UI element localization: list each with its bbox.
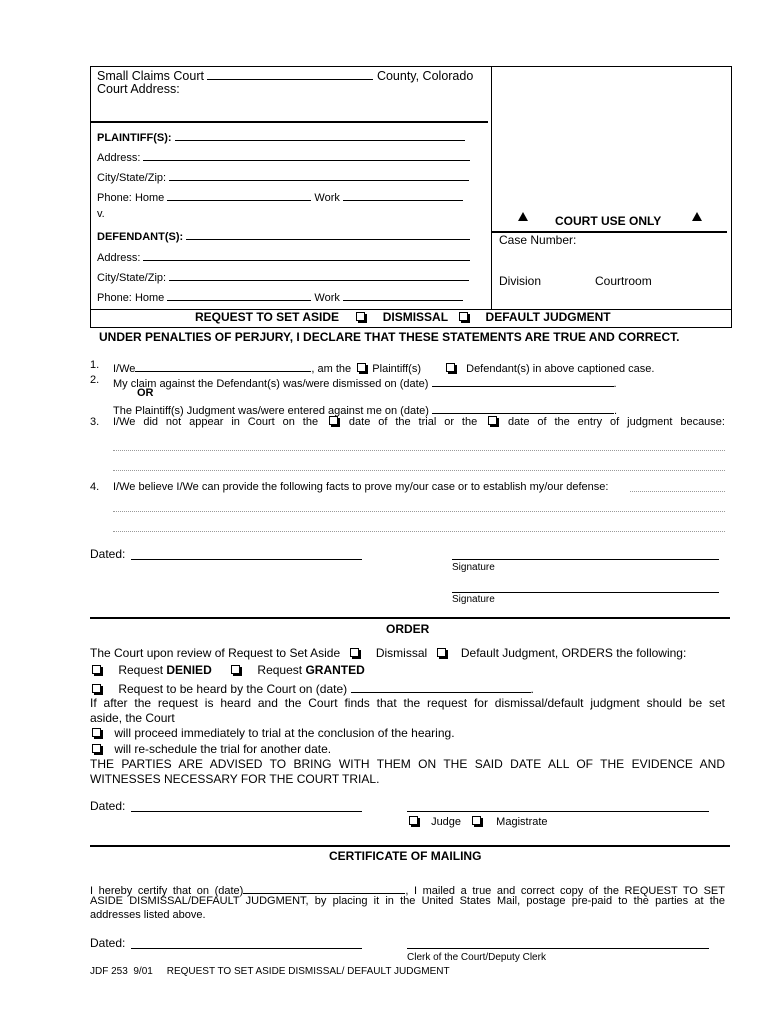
clerk-signature-line[interactable] [407, 948, 709, 949]
plaintiff-home-label: Home [134, 192, 165, 204]
dated-label-1: Dated: [90, 547, 126, 561]
plaintiff-address-line [97, 148, 470, 164]
reason-line-2[interactable] [113, 470, 725, 471]
defendant-phone-label: Phone: [97, 292, 132, 304]
order-if-after: If after the request is heard and the Court finds that the request for dismissal/default judgment should be set [90, 696, 725, 710]
dismissal-title-checkbox[interactable] [356, 312, 365, 321]
order-divider [90, 617, 730, 619]
defendant-home-phone-field[interactable] [167, 288, 311, 301]
form-title [195, 310, 611, 324]
order-dismissal-checkbox[interactable] [437, 648, 446, 657]
item-1-we: I/We [113, 363, 136, 375]
form-title-part1: REQUEST TO SET ASIDE [195, 310, 340, 324]
defendant-address-label: Address: [97, 252, 141, 264]
item-2-or: OR [137, 387, 154, 399]
mailing-date-field[interactable] [243, 881, 405, 894]
county-suffix: County, Colorado [376, 69, 474, 83]
granted-prefix: Request [257, 663, 303, 677]
plaintiff-address-field[interactable] [143, 148, 470, 161]
facts-line-3[interactable] [113, 531, 725, 532]
item-2-number: 2. [90, 374, 100, 386]
defendant-line [97, 227, 470, 243]
heard-date-field[interactable] [351, 680, 531, 693]
defendant-checkbox[interactable] [446, 363, 455, 372]
item-2-text: My claim against the Defendant(s) was/were dismissed on (date) [113, 378, 429, 390]
defendant-address-line [97, 248, 470, 264]
court-use-only-label: COURT USE ONLY [555, 214, 662, 228]
triangle-left-icon [518, 212, 528, 221]
heard-checkbox[interactable] [92, 684, 101, 693]
item-3 [113, 416, 725, 428]
order-heading: ORDER [386, 622, 430, 636]
plaintiff-phone-line [97, 188, 463, 204]
item-1-am-the: , am the [311, 363, 352, 375]
judge-label: Judge [431, 816, 462, 828]
proceed-text: will proceed immediately to trial at the conclusion of the hearing. [114, 726, 455, 740]
defendant-city-label: City/State/Zip: [97, 272, 167, 284]
defendant-work-label: Work [314, 292, 340, 304]
default-judgment-title-checkbox[interactable] [459, 312, 468, 321]
plaintiff-label: PLAINTIFF(S): [97, 132, 172, 144]
signature-line-2[interactable] [452, 592, 719, 593]
item-1-name-field[interactable] [135, 359, 311, 372]
certificate-line-2: ASIDE DISMISSAL/DEFAULT JUDGMENT, by placing it in the United States Mail, postage pre-paid to the parties at the [90, 895, 725, 907]
caption-divider-address [90, 121, 488, 123]
plaintiff-city-label: City/State/Zip: [97, 172, 167, 184]
defendant-city-field[interactable] [169, 268, 469, 281]
signature-label-2: Signature [452, 594, 495, 605]
facts-line-2[interactable] [113, 511, 725, 512]
certificate-line-1-a: I hereby certify that on (date) [90, 885, 244, 897]
order-aside: aside, the Court [90, 711, 175, 725]
reschedule-text: will re-schedule the trial for another date. [114, 742, 332, 756]
magistrate-checkbox[interactable] [472, 816, 481, 825]
item-2b: The Plaintiff(s) Judgment was/were entered against me on (date) . [113, 401, 617, 417]
judgment-date-field[interactable] [432, 401, 614, 414]
court-address-label: Court Address: [97, 82, 180, 96]
defendant-label: DEFENDANT(S): [97, 231, 184, 243]
courtroom-label: Courtroom [595, 274, 652, 288]
order-advised-1: THE PARTIES ARE ADVISED TO BRING WITH THEM ON THE SAID DATE ALL OF THE EVIDENCE AND [90, 757, 725, 771]
form-title-part2: DISMISSAL [382, 310, 448, 324]
dismissal-date-field[interactable] [432, 374, 614, 387]
item-1-defendant: Defendant(s) in above captioned case. [466, 363, 655, 375]
plaintiff-field[interactable] [175, 128, 465, 141]
court-prefix: Small Claims Court [97, 69, 204, 83]
order-set-aside-checkbox[interactable] [350, 648, 359, 657]
magistrate-label: Magistrate [496, 816, 548, 828]
judge-checkbox[interactable] [409, 816, 418, 825]
item-3-a: I/We did not appear in Court on the [113, 416, 319, 428]
plaintiff-city-field[interactable] [169, 168, 469, 181]
signature-label-1: Signature [452, 562, 495, 573]
item-2: My claim against the Defendant(s) was/were dismissed on (date) . [113, 374, 617, 390]
plaintiff-phone-label: Phone: [97, 192, 132, 204]
granted-label: GRANTED [305, 663, 365, 677]
defendant-city-line [97, 268, 469, 284]
order-denied-granted [90, 663, 365, 677]
signature-line-1[interactable] [452, 559, 719, 560]
certificate-line-3: addresses listed above. [90, 909, 206, 921]
dated-label-2: Dated: [90, 799, 126, 813]
defendant-home-label: Home [134, 292, 165, 304]
item-4-number: 4. [90, 481, 100, 493]
plaintiff-home-phone-field[interactable] [167, 188, 311, 201]
order-advised-2: WITNESSES NECESSARY FOR THE COURT TRIAL. [90, 772, 380, 786]
reason-line-1[interactable] [113, 450, 725, 451]
form-title-part3: DEFAULT JUDGMENT [485, 310, 611, 324]
plaintiff-work-phone-field[interactable] [343, 188, 463, 201]
certificate-line-1-b: , I mailed a true and correct copy of the REQUEST TO SET [405, 885, 725, 897]
plaintiff-city-line [97, 168, 469, 184]
item-2b-text: The Plaintiff(s) Judgment was/were entered against me on (date) [113, 405, 429, 417]
item-3-c: date of the entry of judgment because: [508, 416, 725, 428]
footer-form-id: JDF 253 [90, 966, 128, 977]
order-line-1-c: Default Judgment, ORDERS the following: [460, 646, 687, 660]
item-1-number: 1. [90, 359, 100, 371]
plaintiff-address-label: Address: [97, 152, 141, 164]
item-1-plaintiff: Plaintiff(s) [372, 363, 421, 375]
footer [90, 966, 450, 977]
dated-label-3: Dated: [90, 936, 126, 950]
granted-checkbox[interactable] [231, 665, 240, 674]
caption-divider-vertical [491, 66, 492, 309]
item-3-b: date of the trial or the [348, 416, 478, 428]
dated-field-3[interactable] [131, 948, 362, 949]
county-field[interactable] [207, 67, 373, 80]
judge-signature-line[interactable] [407, 811, 709, 812]
proceed-checkbox[interactable] [92, 728, 101, 737]
division-label: Division [499, 274, 542, 288]
entry-date-checkbox[interactable] [488, 416, 497, 425]
defendant-field[interactable] [186, 227, 470, 240]
item-3-number: 3. [90, 416, 100, 428]
certificate-heading: CERTIFICATE OF MAILING [329, 849, 482, 863]
order-line-1-a: The Court upon review of Request to Set Aside [90, 646, 341, 660]
item-4-text: I/We believe I/We can provide the following facts to prove my/our case or to establish my/our defense: [113, 481, 609, 493]
clerk-label: Clerk of the Court/Deputy Clerk [407, 952, 546, 963]
order-line-1 [90, 646, 686, 660]
item-1 [113, 359, 654, 375]
defendant-work-phone-field[interactable] [343, 288, 463, 301]
triangle-right-icon [692, 212, 702, 221]
defendant-phone-line [97, 288, 463, 304]
certificate-divider [90, 845, 730, 847]
versus-label: v. [97, 208, 105, 220]
facts-line-1[interactable] [630, 491, 725, 492]
dated-field-1[interactable] [131, 559, 362, 560]
reschedule-checkbox[interactable] [92, 744, 101, 753]
order-heard: Request to be heard by the Court on (date) . [90, 680, 534, 696]
denied-prefix: Request [118, 663, 164, 677]
judge-magistrate [407, 816, 548, 828]
plaintiff-work-label: Work [314, 192, 340, 204]
plaintiff-line [97, 128, 465, 144]
order-reschedule [90, 742, 331, 756]
plaintiff-checkbox[interactable] [357, 363, 366, 372]
perjury-heading: UNDER PENALTIES OF PERJURY, I DECLARE THAT THESE STATEMENTS ARE TRUE AND CORRECT. [99, 330, 680, 344]
heard-text: Request to be heard by the Court on (date) [118, 682, 348, 696]
defendant-address-field[interactable] [143, 248, 470, 261]
denied-label: DENIED [166, 663, 212, 677]
order-proceed [90, 726, 455, 740]
footer-title: REQUEST TO SET ASIDE DISMISSAL/ DEFAULT JUDGMENT [166, 966, 450, 977]
case-number-label: Case Number: [499, 233, 577, 247]
trial-date-checkbox[interactable] [329, 416, 338, 425]
footer-rev: 9/01 [133, 966, 153, 977]
dated-field-2[interactable] [131, 811, 362, 812]
court-name-line [97, 67, 473, 83]
denied-checkbox[interactable] [92, 665, 101, 674]
order-line-1-b: Dismissal [375, 646, 428, 660]
